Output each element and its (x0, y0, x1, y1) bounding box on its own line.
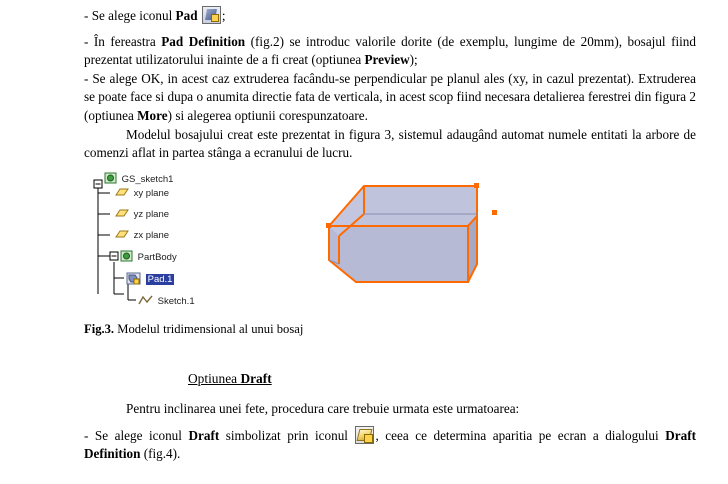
tree-item-partbody-label: PartBody (137, 252, 177, 263)
p2-text-a: - În fereastra (84, 33, 162, 49)
tree-item-yz-plane-label: yz plane (133, 209, 170, 220)
body-text-column (84, 6, 696, 163)
section-heading-draft (188, 371, 272, 387)
p1-prefix-text: - Se alege iconul (84, 8, 176, 23)
p2-text-b: (fig.2) se introduc valorile dorite (de exemplu, lungime de 20mm), bosajul fiind prezentat utilizatorului inainte de a fi creat (optiunea (84, 33, 696, 68)
tree-item-pad-label: Pad.1 (147, 274, 173, 285)
tree-item-xy-plane[interactable] (114, 187, 169, 200)
tree-item-sketch[interactable] (138, 294, 195, 308)
p3-text-a: - Se alege OK, in acest caz extruderea facându-se perpendicular pe planul ales (xy, in cazul prezentat). Extruderea se poate face si dupa o anumita directie fata de verticala, in acest scop fiind necesara detalierea ferestrei din figura 2 (optiunea (84, 70, 696, 123)
last-text-c: , ceea ce determina aparitia pe ecran a dialogului (375, 427, 666, 443)
paragraph-model-bosaj: Modelul bosajului creat este prezentat in figura 3, sistemul adaugând automat numele entitati la arbore de comenzi aflat in partea stânga a ecranului de lucru. (84, 126, 696, 161)
paragraph-pad-icon (84, 6, 696, 26)
p3-text-b: ) si alegerea optiunii corespunzatoare. (167, 107, 368, 123)
tree-item-xy-plane-label: xy plane (133, 188, 170, 199)
tree-item-pad[interactable] (126, 272, 174, 286)
last-bold-draft: Draft (188, 427, 220, 443)
last-text-b: simbolizat prin iconul (219, 427, 355, 443)
p2-text-c: ); (409, 52, 418, 68)
pad-icon (202, 6, 221, 24)
draft-icon (355, 426, 374, 444)
part-icon (104, 172, 117, 184)
paragraph-draft-icon (84, 426, 696, 464)
section-heading-bold: Draft (240, 371, 272, 386)
plane-icon (114, 208, 129, 219)
figure-caption-text: Modelul tridimensional al unui bosaj (114, 322, 304, 336)
paragraph-pad-definition (84, 33, 696, 70)
sketch-icon (138, 294, 153, 306)
tree-item-root[interactable] (104, 172, 173, 186)
figure-caption (84, 322, 303, 337)
tree-item-root-label: GS_sketch1 (121, 174, 174, 185)
tree-item-partbody[interactable] (120, 250, 177, 264)
last-text-d: (fig.4). (140, 446, 181, 462)
last-bold-draft-definition: Draft Definition (84, 427, 696, 462)
paragraph-ok-extrudare (84, 70, 696, 126)
plane-icon (114, 187, 129, 198)
figure-caption-number: Fig.3. (84, 322, 115, 336)
tree-item-sketch-label: Sketch.1 (157, 296, 195, 307)
tree-item-yz-plane[interactable] (114, 208, 169, 221)
plane-icon (114, 229, 129, 240)
spacer (84, 419, 696, 426)
section-heading-plain: Optiunea (188, 371, 241, 386)
tree-item-zx-plane[interactable] (114, 229, 169, 242)
last-text-a: - Se alege iconul (84, 427, 189, 443)
spacer (84, 26, 696, 33)
p1-suffix-text: ; (221, 8, 226, 23)
model-front-face (329, 226, 468, 282)
p2-bold-pad-definition: Pad Definition (161, 33, 246, 49)
lower-text-column (84, 400, 696, 464)
tree-item-zx-plane-label: zx plane (133, 230, 170, 241)
3d-model-bosaj (224, 164, 504, 314)
pad-icon (126, 272, 141, 285)
body-icon (120, 250, 133, 262)
p1-bold-pad: Pad (175, 8, 198, 23)
page-right-margin (722, 0, 728, 484)
figure-3 (84, 166, 514, 326)
paragraph-draft-intro: Pentru inclinarea unei fete, procedura care trebuie urmata este urmatoarea: (126, 401, 520, 416)
p2-bold-preview: Preview (364, 52, 410, 68)
p3-bold-more: More (137, 107, 168, 123)
